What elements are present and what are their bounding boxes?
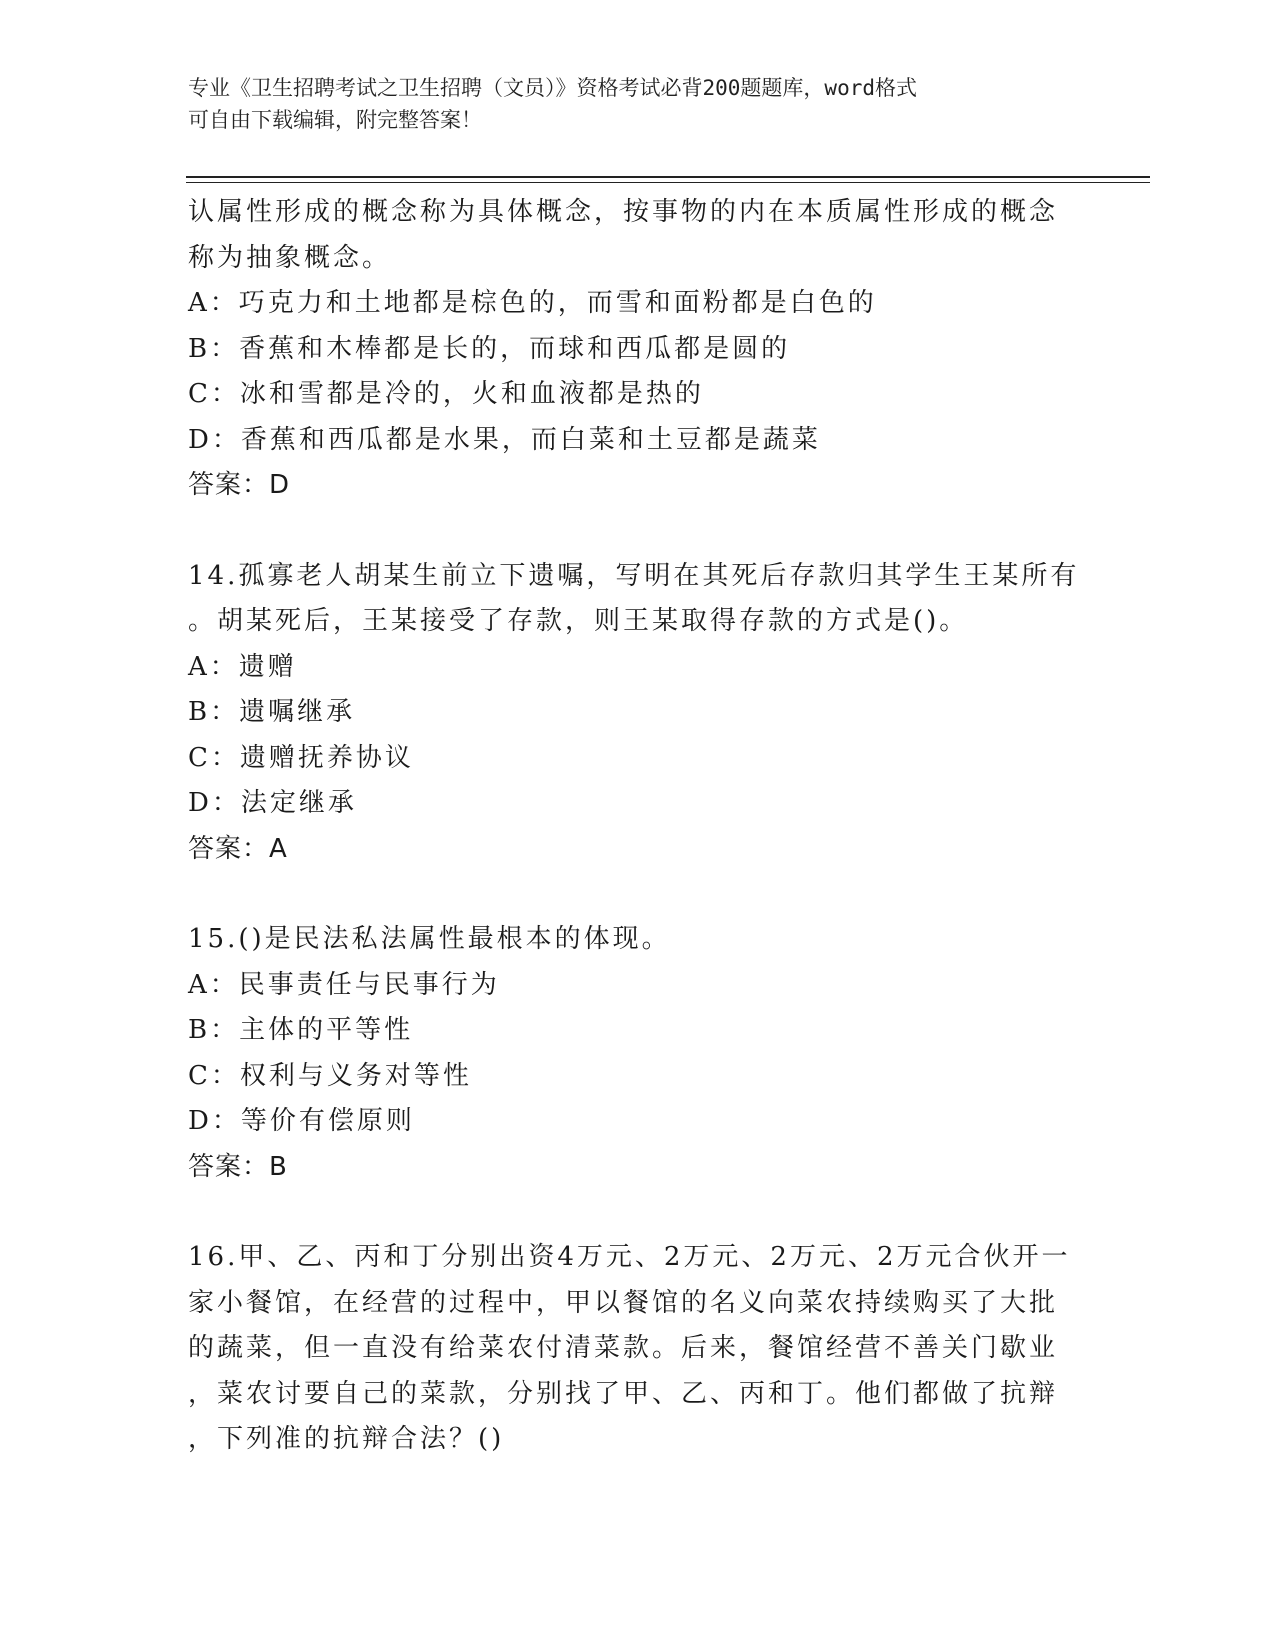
question-13-option-a: A：巧克力和土地都是棕色的，而雪和面粉都是白色的	[188, 288, 877, 318]
header-line-1: 专业《卫生招聘考试之卫生招聘（文员）》资格考试必背200题题库，word格式	[188, 76, 917, 100]
question-15-answer: 答案：B	[188, 1151, 288, 1182]
question-14-option-a: A：遗赠	[188, 651, 297, 682]
header-divider-thin	[186, 182, 1150, 183]
question-16-text-line-1: 16.甲、乙、丙和丁分别出资4万元、2万元、2万元、2万元合伙开一	[188, 1242, 1071, 1272]
question-content	[188, 190, 1108, 1463]
question-15-option-b: B：主体的平等性	[188, 1015, 414, 1045]
spacer	[188, 509, 1108, 554]
question-13-option-d: D：香蕉和西瓜都是水果，而白菜和土豆都是蔬菜	[188, 424, 821, 455]
question-14-option-b: B：遗嘱继承	[188, 697, 356, 727]
header-divider-thick	[186, 176, 1150, 178]
question-15-option-c: C：权利与义务对等性	[188, 1060, 472, 1091]
question-13-option-c: C：冰和雪都是冷的，火和血液都是热的	[188, 379, 704, 409]
question-16-text-line-2: 家小餐馆，在经营的过程中，甲以餐馆的名义向菜农持续购买了大批	[188, 1287, 1059, 1318]
question-14-option-c: C：遗赠抚养协议	[188, 742, 414, 773]
question-14-text-line-2: 。胡某死后，王某接受了存款，则王某取得存款的方式是()。	[188, 606, 969, 636]
question-16-text-line-3: 的蔬菜，但一直没有给菜农付清菜款。后来，餐馆经营不善关门歇业	[188, 1333, 1059, 1363]
spacer	[188, 1190, 1108, 1235]
question-15-option-d: D：等价有偿原则	[188, 1106, 415, 1136]
question-13-text-line-1: 认属性形成的概念称为具体概念，按事物的内在本质属性形成的概念	[188, 197, 1059, 227]
page-header	[188, 72, 1068, 136]
question-13-option-b: B：香蕉和木棒都是长的，而球和西瓜都是圆的	[188, 333, 791, 364]
question-16-text-line-5: ，下列准的抗辩合法？()	[188, 1424, 505, 1454]
question-15-text-line-1: 15.()是民法私法属性最根本的体现。	[188, 924, 671, 954]
header-line-2: 可自由下载编辑，附完整答案！	[188, 108, 482, 132]
spacer	[188, 872, 1108, 917]
question-14-text-line-1: 14.孤寡老人胡某生前立下遗嘱，写明在其死后存款归其学生王某所有	[188, 560, 1080, 591]
question-13-answer: 答案：D	[188, 470, 291, 500]
question-14-answer: 答案：A	[188, 833, 288, 864]
question-13-text-line-2: 称为抽象概念。	[188, 242, 392, 273]
question-14-option-d: D：法定继承	[188, 788, 357, 818]
question-16-text-line-4: ，菜农讨要自己的菜款，分别找了甲、乙、丙和丁。他们都做了抗辩	[188, 1378, 1059, 1409]
question-15-option-a: A：民事责任与民事行为	[188, 969, 500, 1000]
